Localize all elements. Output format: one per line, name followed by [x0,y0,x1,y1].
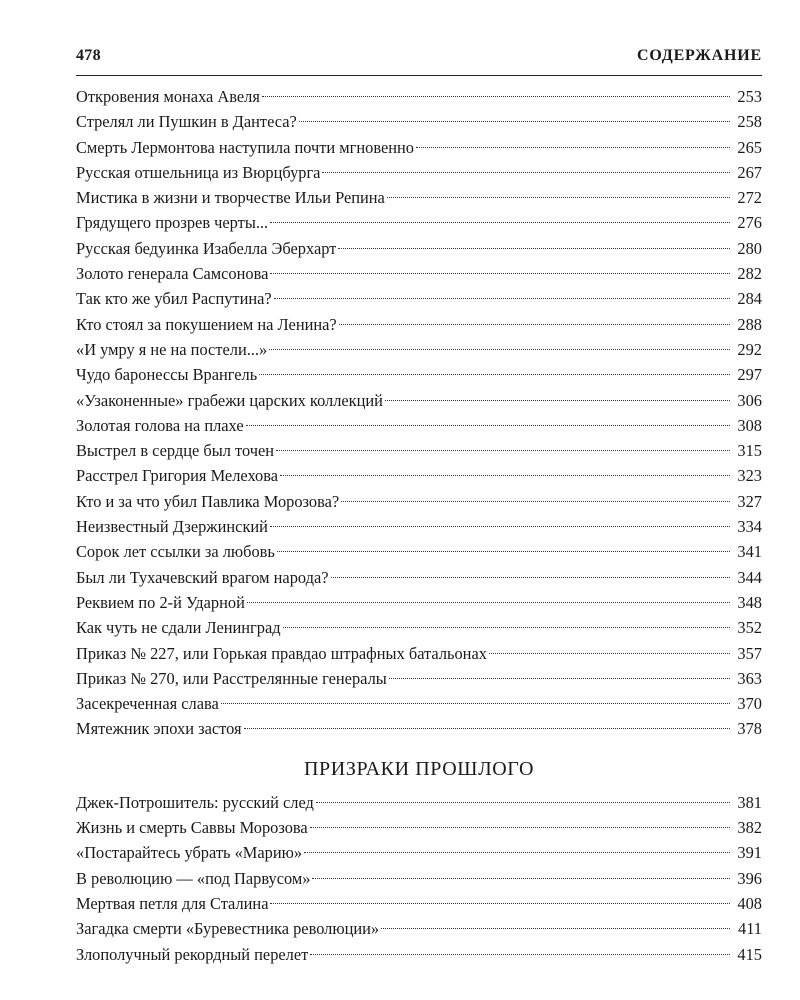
toc-entry-page: 327 [737,491,762,511]
toc-entry-title: Мистика в жизни и творчестве Ильи Репина [76,188,385,208]
toc-entry-title: Кто и за что убил Павлика Морозова? [76,491,340,511]
toc-entry [76,286,762,311]
dot-leader [283,627,730,628]
toc-entry-title: Смерть Лермонтова наступила почти мгновенно [76,137,414,157]
toc-entry-page: 297 [737,365,762,385]
dot-leader [339,324,730,325]
toc-entry [76,590,762,615]
toc-entry-page: 348 [737,592,762,612]
dot-leader [389,678,730,679]
toc-entry [76,337,762,362]
toc-entry-title: Сорок лет ссылки за любовь [76,542,275,562]
toc-entry-page: 272 [737,188,762,208]
toc-entry-title: «Постарайтесь убрать «Марию» [76,843,303,863]
toc-entry-title: Расстрел Григория Мелехова [76,466,279,486]
toc-entry-title: Засекреченная слава [76,694,219,714]
toc-entry [76,438,762,463]
toc-entry [76,413,762,438]
toc-entry-title: «И умру я не на постели...» [76,339,268,359]
dot-leader [387,197,730,198]
dot-leader [338,248,730,249]
toc-entry-page: 382 [737,818,762,838]
dot-leader [270,273,730,274]
toc-entry-title: Загадка смерти «Буревестника революции» [76,919,380,939]
toc-entry-title: Кто стоял за покушением на Ленина? [76,314,337,334]
toc-entry-page: 381 [737,792,762,812]
toc-entry [76,666,762,691]
dot-leader [262,96,730,97]
toc-entry [76,160,762,185]
toc-entry-title: Жизнь и смерть Саввы Морозова [76,818,308,838]
toc-entry [76,362,762,387]
toc-entry-page: 280 [737,238,762,258]
dot-leader [312,878,730,879]
toc-entry [76,514,762,539]
toc-entry-title: Как чуть не сдали Ленинград [76,618,281,638]
dot-leader [270,526,730,527]
dot-leader [304,852,730,853]
toc-entry-page: 288 [737,314,762,334]
toc-entry-page: 352 [737,618,762,638]
toc-entry-title: Чудо баронессы Врангель [76,365,258,385]
toc-entry-page: 282 [737,264,762,284]
dot-leader [299,121,730,122]
toc-entry-page: 396 [737,868,762,888]
toc-entry-title: Приказ № 270, или Расстрелянные генералы [76,668,387,688]
toc-entry [76,942,762,967]
toc-list-part1 [76,84,762,742]
toc-entry-title: Русская бедуинка Изабелла Эберхарт [76,238,337,258]
toc-entry-title: Откровения монаха Авеля [76,87,260,106]
dot-leader [316,802,730,803]
dot-leader [247,602,730,603]
dot-leader [310,827,730,828]
dot-leader [269,349,730,350]
dot-leader [244,728,730,729]
toc-entry [76,489,762,514]
toc-entry-title: Стрелял ли Пушкин в Дантеса? [76,112,297,132]
dot-leader [341,501,730,502]
toc-entry [76,185,762,210]
dot-leader [276,450,730,451]
toc-entry-title: Мертвая петля для Сталина [76,893,269,913]
dot-leader [274,298,730,299]
toc-entry-title: Неизвестный Дзержинский [76,517,268,537]
toc-entry-title: Грядущего прозрев черты... [76,213,269,233]
dot-leader [270,903,730,904]
toc-entry-page: 341 [737,542,762,562]
toc-entry-title: Приказ № 227, или Горькая правдао штрафных батальонах [76,643,487,663]
toc-entry [76,716,762,741]
toc-entry [76,210,762,235]
toc-entry [76,236,762,261]
toc-entry [76,840,762,865]
toc-entry-title: Джек-Потрошитель: русский след [76,792,314,812]
toc-entry-page: 323 [737,466,762,486]
dot-leader [331,577,730,578]
dot-leader [270,222,730,223]
toc-list-part2 [76,790,762,967]
toc-entry-page: 258 [737,112,762,132]
toc-entry [76,312,762,337]
toc-entry-page: 415 [737,944,762,964]
toc-entry [76,866,762,891]
dot-leader [489,653,730,654]
toc-entry-page: 284 [737,289,762,309]
toc-entry [76,615,762,640]
toc-entry-page: 378 [737,719,762,739]
toc-entry-page: 267 [737,162,762,182]
dot-leader [221,703,730,704]
toc-entry [76,84,762,109]
toc-entry-title: Выстрел в сердце был точен [76,441,275,461]
dot-leader [381,928,730,929]
dot-leader [385,400,730,401]
dot-leader [277,551,730,552]
toc-entry [76,641,762,666]
toc-entry-page: 265 [737,137,762,157]
running-head-title: СОДЕРЖАНИЕ [636,47,762,64]
toc-entry [76,463,762,488]
toc-entry-title: Реквием по 2-й Ударной [76,592,245,612]
toc-entry-page: 344 [737,567,762,587]
toc-entry-page: 370 [737,694,762,714]
toc-entry-page: 276 [737,213,762,233]
running-head [76,47,762,76]
section-heading: ПРИЗРАКИ ПРОШЛОГО [304,757,534,780]
toc-entry [76,815,762,840]
toc-entry [76,109,762,134]
toc-entry [76,565,762,590]
dot-leader [322,172,730,173]
dot-leader [310,954,730,955]
toc-entry-title: В революцию — «под Парвусом» [76,868,311,888]
toc-entry-title: Золото генерала Самсонова [76,264,269,284]
toc-entry [76,539,762,564]
toc-entry-title: Был ли Тухачевский врагом народа? [76,567,329,587]
toc-entry-title: Мятежник эпохи застоя [76,719,242,739]
toc-entry [76,691,762,716]
toc-entry-title: Так кто же убил Распутина? [76,289,272,309]
toc-entry-page: 308 [737,415,762,435]
dot-leader [246,425,730,426]
toc-entry [76,135,762,160]
toc-entry-page: 363 [737,668,762,688]
toc-entry-page: 253 [737,87,762,106]
toc-entry-page: 408 [737,893,762,913]
toc-entry-title: Злополучный рекордный перелет [76,944,309,964]
toc-entry [76,388,762,413]
toc-entry [76,916,762,941]
dot-leader [259,374,730,375]
toc-entry-page: 315 [737,441,762,461]
toc-entry-page: 411 [738,919,762,939]
page-number: 478 [76,47,101,64]
toc-entry-page: 306 [737,390,762,410]
toc-entry [76,790,762,815]
toc-entry-page: 391 [737,843,762,863]
dot-leader [416,147,730,148]
toc-entry [76,261,762,286]
toc-entry-title: «Узаконенные» грабежи царских коллекций [76,390,383,410]
toc-entry-title: Русская отшельница из Вюрцбурга [76,162,321,182]
toc-entry-title: Золотая голова на плахе [76,415,244,435]
toc-entry-page: 292 [737,339,762,359]
toc-entry-page: 334 [737,517,762,537]
dot-leader [280,475,730,476]
toc-entry [76,891,762,916]
toc-entry-page: 357 [737,643,762,663]
